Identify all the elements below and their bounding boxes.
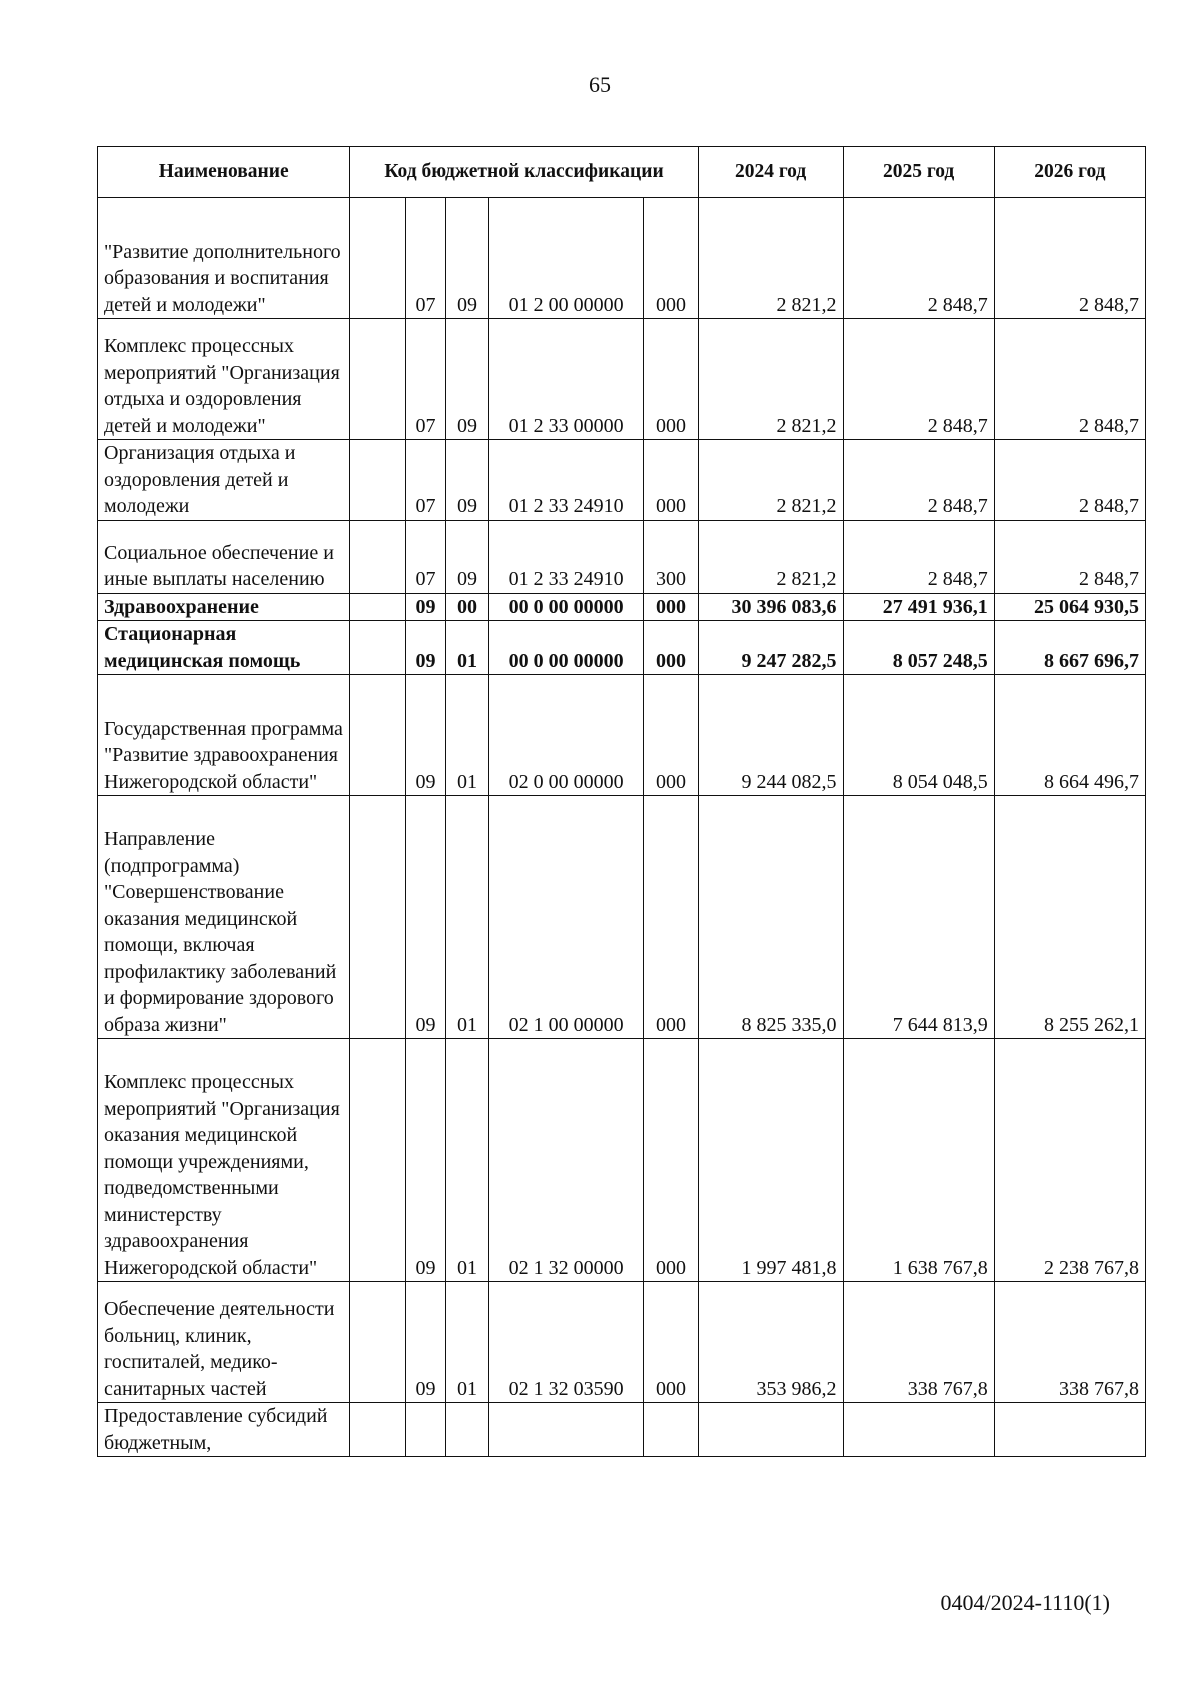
cell-podrazdel: 09 — [446, 440, 489, 521]
row-name: Комплекс процессных мероприятий "Организация оказания медицинской помощи учреждениями, подведомственными министерству здравоохранения Нижегородской области" — [98, 1039, 350, 1282]
cell-podrazdel: 01 — [446, 675, 489, 796]
table-header-row — [98, 147, 1146, 198]
cell-podrazdel: 00 — [446, 593, 489, 621]
cell-2026: 2 848,7 — [994, 319, 1145, 440]
cell-2024: 2 821,2 — [698, 520, 843, 593]
table-row — [98, 621, 1146, 675]
cell-blank — [350, 593, 405, 621]
row-name: "Развитие дополнительного образования и воспитания детей и молодежи" — [98, 198, 350, 319]
cell-blank — [350, 1403, 405, 1457]
cell-expense-type: 000 — [644, 593, 698, 621]
cell-podrazdel: 09 — [446, 319, 489, 440]
cell-2025: 338 767,8 — [843, 1282, 994, 1403]
cell-expense-type: 000 — [644, 675, 698, 796]
cell-2026: 2 848,7 — [994, 440, 1145, 521]
cell-target-article: 01 2 00 00000 — [488, 198, 643, 319]
table-row — [98, 1039, 1146, 1282]
row-name: Обеспечение деятельности больниц, клиник, госпиталей, медико-санитарных частей — [98, 1282, 350, 1403]
cell-razdel: 09 — [405, 1282, 445, 1403]
cell-2024: 9 244 082,5 — [698, 675, 843, 796]
cell-blank — [350, 440, 405, 521]
cell-expense-type: 000 — [644, 621, 698, 675]
cell-2026: 2 848,7 — [994, 198, 1145, 319]
cell-razdel: 07 — [405, 198, 445, 319]
cell-2025 — [843, 1403, 994, 1457]
cell-target-article: 02 1 32 03590 — [488, 1282, 643, 1403]
table-row — [98, 520, 1146, 593]
cell-2026 — [994, 1403, 1145, 1457]
cell-2024: 30 396 083,6 — [698, 593, 843, 621]
cell-blank — [350, 198, 405, 319]
cell-2024: 9 247 282,5 — [698, 621, 843, 675]
cell-2025: 2 848,7 — [843, 440, 994, 521]
cell-2026: 2 848,7 — [994, 520, 1145, 593]
table-row — [98, 593, 1146, 621]
cell-2025: 2 848,7 — [843, 520, 994, 593]
cell-expense-type — [644, 1403, 698, 1457]
cell-target-article: 02 1 00 00000 — [488, 796, 643, 1039]
table-row — [98, 1282, 1146, 1403]
table-row — [98, 1403, 1146, 1457]
cell-podrazdel: 01 — [446, 1039, 489, 1282]
cell-2026: 8 664 496,7 — [994, 675, 1145, 796]
cell-target-article: 00 0 00 00000 — [488, 621, 643, 675]
row-name: Организация отдыха и оздоровления детей и молодежи — [98, 440, 350, 521]
cell-podrazdel: 09 — [446, 520, 489, 593]
cell-target-article: 01 2 33 00000 — [488, 319, 643, 440]
cell-2026: 338 767,8 — [994, 1282, 1145, 1403]
cell-razdel: 07 — [405, 440, 445, 521]
cell-2025: 7 644 813,9 — [843, 796, 994, 1039]
cell-2024: 2 821,2 — [698, 319, 843, 440]
cell-razdel: 07 — [405, 520, 445, 593]
cell-target-article: 00 0 00 00000 — [488, 593, 643, 621]
cell-expense-type: 000 — [644, 198, 698, 319]
budget-table — [97, 146, 1146, 1457]
cell-2025: 1 638 767,8 — [843, 1039, 994, 1282]
cell-podrazdel: 09 — [446, 198, 489, 319]
table-row — [98, 675, 1146, 796]
cell-expense-type: 300 — [644, 520, 698, 593]
cell-2026: 2 238 767,8 — [994, 1039, 1145, 1282]
cell-target-article: 01 2 33 24910 — [488, 440, 643, 521]
cell-blank — [350, 520, 405, 593]
row-name: Стационарная медицинская помощь — [98, 621, 350, 675]
cell-blank — [350, 675, 405, 796]
row-name: Здравоохранение — [98, 593, 350, 621]
cell-blank — [350, 796, 405, 1039]
cell-2026: 8 255 262,1 — [994, 796, 1145, 1039]
row-name: Комплекс процессных мероприятий "Организация отдыха и оздоровления детей и молодежи" — [98, 319, 350, 440]
cell-2024: 2 821,2 — [698, 198, 843, 319]
cell-2026: 8 667 696,7 — [994, 621, 1145, 675]
header-code: Код бюджетной классификации — [350, 147, 698, 198]
cell-expense-type: 000 — [644, 796, 698, 1039]
cell-razdel: 09 — [405, 621, 445, 675]
row-name: Государственная программа "Развитие здравоохранения Нижегородской области" — [98, 675, 350, 796]
cell-2024: 1 997 481,8 — [698, 1039, 843, 1282]
cell-target-article: 02 0 00 00000 — [488, 675, 643, 796]
cell-2025: 2 848,7 — [843, 319, 994, 440]
cell-razdel: 07 — [405, 319, 445, 440]
cell-blank — [350, 319, 405, 440]
header-name: Наименование — [98, 147, 350, 198]
cell-2024: 2 821,2 — [698, 440, 843, 521]
cell-2025: 8 057 248,5 — [843, 621, 994, 675]
cell-2025: 27 491 936,1 — [843, 593, 994, 621]
cell-target-article: 01 2 33 24910 — [488, 520, 643, 593]
cell-2026: 25 064 930,5 — [994, 593, 1145, 621]
cell-target-article: 02 1 32 00000 — [488, 1039, 643, 1282]
cell-2024 — [698, 1403, 843, 1457]
cell-2024: 8 825 335,0 — [698, 796, 843, 1039]
row-name: Предоставление субсидий бюджетным, — [98, 1403, 350, 1457]
row-name: Направление (подпрограмма) "Совершенствование оказания медицинской помощи, включая профилактику заболеваний и формирование здорового образа жизни" — [98, 796, 350, 1039]
cell-expense-type: 000 — [644, 319, 698, 440]
cell-razdel: 09 — [405, 593, 445, 621]
cell-expense-type: 000 — [644, 440, 698, 521]
document-code: 0404/2024-1110(1) — [940, 1590, 1110, 1615]
cell-blank — [350, 621, 405, 675]
cell-razdel: 09 — [405, 796, 445, 1039]
cell-razdel — [405, 1403, 445, 1457]
table-row — [98, 319, 1146, 440]
cell-2025: 2 848,7 — [843, 198, 994, 319]
cell-expense-type: 000 — [644, 1039, 698, 1282]
table-row — [98, 796, 1146, 1039]
header-2026: 2026 год — [994, 147, 1145, 198]
cell-2024: 353 986,2 — [698, 1282, 843, 1403]
table-body — [98, 198, 1146, 1457]
table-row — [98, 440, 1146, 521]
row-name: Социальное обеспечение и иные выплаты населению — [98, 520, 350, 593]
cell-expense-type: 000 — [644, 1282, 698, 1403]
page-number: 65 — [589, 72, 611, 97]
cell-podrazdel: 01 — [446, 1282, 489, 1403]
cell-razdel: 09 — [405, 675, 445, 796]
header-2025: 2025 год — [843, 147, 994, 198]
cell-podrazdel: 01 — [446, 796, 489, 1039]
table-row — [98, 198, 1146, 319]
cell-2025: 8 054 048,5 — [843, 675, 994, 796]
cell-podrazdel — [446, 1403, 489, 1457]
cell-podrazdel: 01 — [446, 621, 489, 675]
cell-target-article — [488, 1403, 643, 1457]
cell-razdel: 09 — [405, 1039, 445, 1282]
cell-blank — [350, 1282, 405, 1403]
cell-blank — [350, 1039, 405, 1282]
header-2024: 2024 год — [698, 147, 843, 198]
